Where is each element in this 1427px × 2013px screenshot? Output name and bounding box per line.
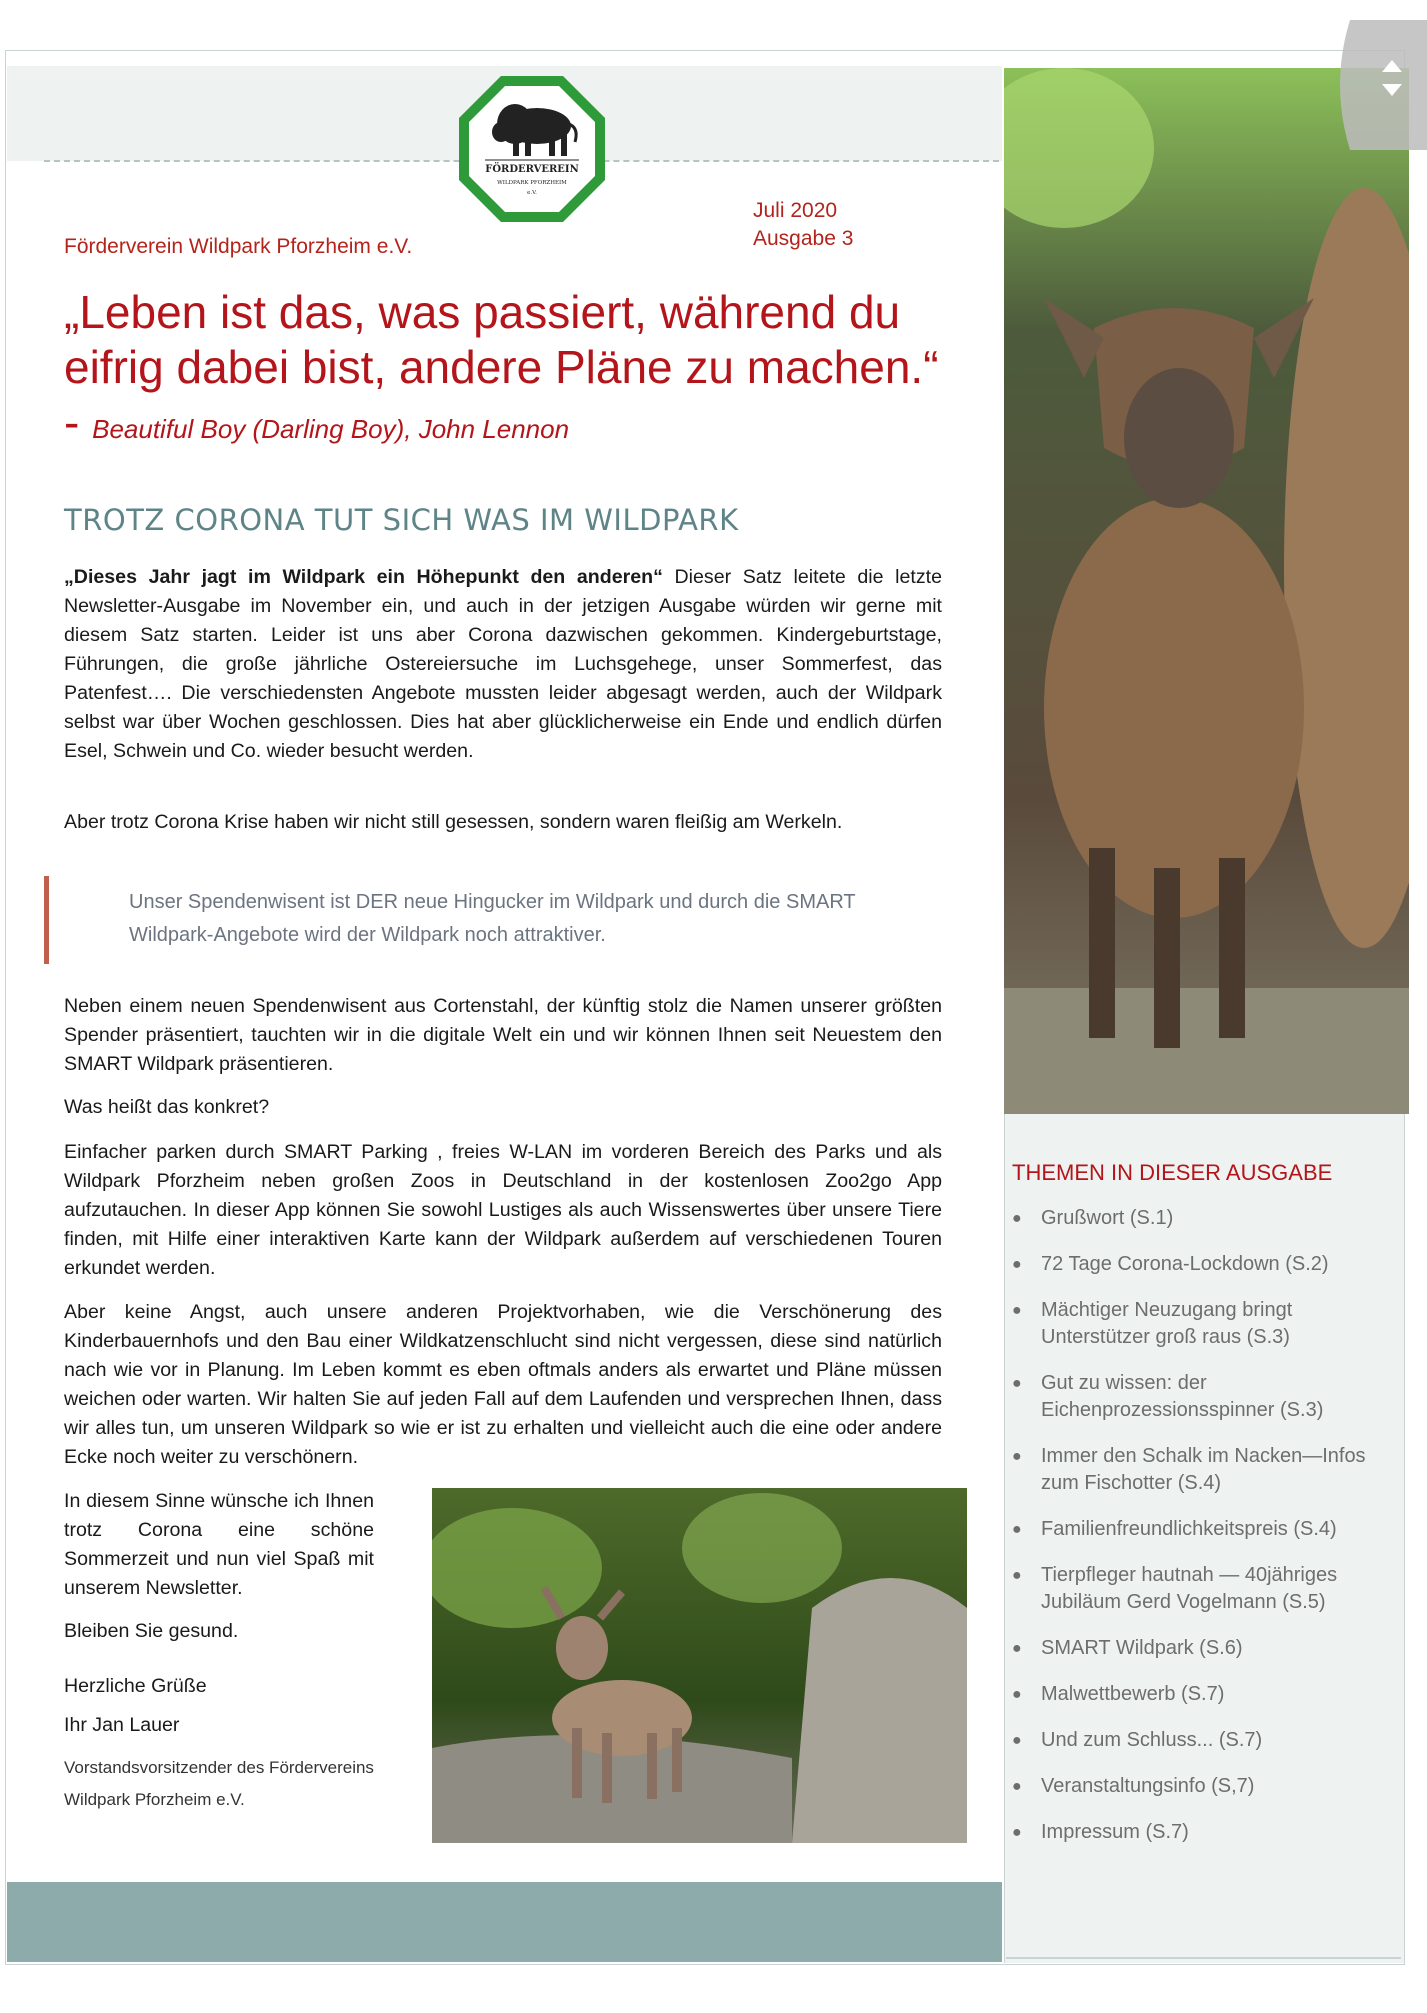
toc-item-label: Gut zu wissen: der Eichenprozessionsspinner (S.3) bbox=[1041, 1372, 1324, 1421]
issue-info bbox=[753, 197, 853, 253]
signature-name: Ihr Jan Lauer bbox=[64, 1714, 180, 1736]
foerderverein-logo bbox=[457, 74, 607, 224]
toc-item-label: Impressum (S.7) bbox=[1041, 1821, 1189, 1843]
toc-item bbox=[1012, 1251, 1397, 1278]
toc-heading: THEMEN IN DIESER AUSGABE bbox=[1012, 1160, 1333, 1185]
footer-band bbox=[7, 1882, 1002, 1962]
article-paragraph-1 bbox=[64, 563, 942, 766]
bullet-icon: ● bbox=[1012, 1824, 1022, 1841]
article-paragraph-4: Was heißt das konkret? bbox=[64, 1096, 270, 1118]
signature-title: Vorstandsvorsitzender des Fördervereins Wildpark Pforzheim e.V. bbox=[64, 1758, 374, 1809]
toc-item bbox=[1012, 1516, 1397, 1543]
sidebar-bottom-rule bbox=[1006, 1957, 1401, 1959]
greeting: Herzliche Grüße bbox=[64, 1675, 207, 1697]
mouflon-lamb-photo bbox=[432, 1488, 967, 1843]
quote-text: „Leben ist das, was passiert, während du eifrig dabei bist, andere Pläne zu machen.“ - bbox=[64, 286, 939, 448]
toc-item-label: Malwettbewerb (S.7) bbox=[1041, 1683, 1225, 1705]
article-paragraph-6: Aber keine Angst, auch unsere anderen Projektvorhaben, wie die Verschönerung des Kinderbauernhofs und den Bau einer Wildkatzenschlucht sind nicht vergessen, diese sind natürlich nach wie vor in Planung. Im Leben kommt es eben oftmals anders als erwartet und Pläne müssen weichen oder warten. Wir halten Sie auf jeden Fall auf dem Laufenden und versprechen Ihnen, dass wir alles tun, um unseren Wildpark so wie er ist zu erhalten und vielleicht auch die eine oder andere Ecke noch weiter zu verschönern. bbox=[64, 1301, 942, 1468]
toc-item bbox=[1012, 1773, 1397, 1800]
toc-item bbox=[1012, 1562, 1397, 1616]
quote-attribution: Beautiful Boy (Darling Boy), John Lennon bbox=[92, 414, 570, 444]
toc-item-label: Veranstaltungsinfo (S,7) bbox=[1041, 1775, 1255, 1797]
toc-item-label: Tierpfleger hautnah — 40jähriges Jubiläum Gerd Vogelmann (S.5) bbox=[1041, 1564, 1338, 1613]
article-paragraph-5: Einfacher parken durch SMART Parking , freies W-LAN im vorderen Bereich des Parks und als Wildpark Pforzheim neben großen Zoos in Deutschland in der kostenlosen Zoo2go App aufzutauchen. In dieser App können Sie sowohl Lustiges als auch Wissenswertes über unsere Tiere finden, mit Hilfe einer interaktiven Karte kann der Wildpark außerdem auf verschiedenen Touren erkundet werden. bbox=[64, 1141, 942, 1279]
closing-wish: Bleiben Sie gesund. bbox=[64, 1620, 239, 1642]
bullet-icon: ● bbox=[1012, 1256, 1022, 1273]
bullet-icon: ● bbox=[1012, 1521, 1022, 1538]
closing-paragraph: In diesem Sinne wünsche ich Ihnen trotz Corona eine schöne Sommerzeit und nun viel Spaß mit unserem Newsletter. bbox=[64, 1490, 374, 1599]
bullet-icon: ● bbox=[1012, 1686, 1022, 1703]
issue-month: Juli 2020 bbox=[753, 199, 838, 222]
toc-item bbox=[1012, 1443, 1397, 1497]
toc-item bbox=[1012, 1819, 1397, 1846]
logo-text-line1: FÖRDERVEREIN bbox=[485, 164, 579, 175]
toc-item bbox=[1012, 1370, 1397, 1424]
toc-item bbox=[1012, 1635, 1397, 1662]
toc-item-label: Immer den Schalk im Nacken—Infos zum Fischotter (S.4) bbox=[1041, 1445, 1366, 1494]
toc-item-label: Grußwort (S.1) bbox=[1041, 1207, 1174, 1229]
pull-quote: Unser Spendenwisent ist DER neue Hingucker im Wildpark und durch die SMART Wildpark-Angebote wird der Wildpark noch attraktiver. bbox=[44, 876, 924, 964]
article-p1-rest: Dieser Satz leitete die letzte Newsletter-Ausgabe im November ein, und auch in der jetzigen Ausgabe würden wir gerne mit diesem Satz starten. Leider ist uns aber Corona dazwischen gekommen. Kindergeburtstage, Führungen, die große jährliche Ostereiersuche im Luchsgehege, unser Sommerfest, das Patenfest…. Die verschiedensten Angebote mussten leider abgesagt werden, auch der Wildpark selbst war über Wochen geschlossen. Dies hat aber glücklicherweise ein Ende und endlich dürfen Esel, Schwein und Co. wieder besucht werden. bbox=[64, 566, 942, 762]
toc-item-label: Familienfreundlichkeitspreis (S.4) bbox=[1041, 1518, 1337, 1540]
article-paragraph-2: Aber trotz Corona Krise haben wir nicht still gesessen, sondern waren fleißig am Werkeln. bbox=[64, 811, 843, 833]
bullet-icon: ● bbox=[1012, 1210, 1022, 1227]
toc-item bbox=[1012, 1681, 1397, 1708]
table-of-contents bbox=[1012, 1205, 1397, 1865]
toc-item-label: Und zum Schluss... (S.7) bbox=[1041, 1729, 1263, 1751]
toc-item-label: 72 Tage Corona-Lockdown (S.2) bbox=[1041, 1253, 1329, 1275]
toc-item-label: Mächtiger Neuzugang bringt Unterstützer groß raus (S.3) bbox=[1041, 1299, 1293, 1348]
bullet-icon: ● bbox=[1012, 1375, 1022, 1392]
logo-text-line3: e.V. bbox=[527, 190, 537, 196]
toc-item bbox=[1012, 1727, 1397, 1754]
article-p1-bold: „Dieses Jahr jagt im Wildpark ein Höhepunkt den anderen“ bbox=[64, 566, 663, 588]
issue-number: Ausgabe 3 bbox=[753, 227, 854, 250]
toc-item-label: SMART Wildpark (S.6) bbox=[1041, 1637, 1243, 1659]
toc-item bbox=[1012, 1205, 1397, 1232]
bullet-icon: ● bbox=[1012, 1778, 1022, 1795]
mouflon-lamb-closeup-photo bbox=[1004, 68, 1409, 1114]
logo-text-line2: WILDPARK PFORZHEIM bbox=[497, 180, 567, 186]
toc-item bbox=[1012, 1297, 1397, 1351]
bullet-icon: ● bbox=[1012, 1567, 1022, 1584]
bullet-icon: ● bbox=[1012, 1640, 1022, 1657]
organization-name: Förderverein Wildpark Pforzheim e.V. bbox=[64, 235, 413, 258]
article-heading: TROTZ CORONA TUT SICH WAS IM WILDPARK bbox=[64, 503, 739, 537]
bullet-icon: ● bbox=[1012, 1732, 1022, 1749]
bullet-icon: ● bbox=[1012, 1302, 1022, 1319]
page-nav-widget[interactable] bbox=[1330, 20, 1427, 150]
bullet-icon: ● bbox=[1012, 1448, 1022, 1465]
article-paragraph-3: Neben einem neuen Spendenwisent aus Cortenstahl, der künftig stolz die Namen unserer größten Spender präsentiert, tauchten wir in die digitale Welt ein und wir können Ihnen seit Neuestem den SMART Wildpark präsentieren. bbox=[64, 995, 942, 1075]
lead-quote bbox=[64, 285, 944, 457]
